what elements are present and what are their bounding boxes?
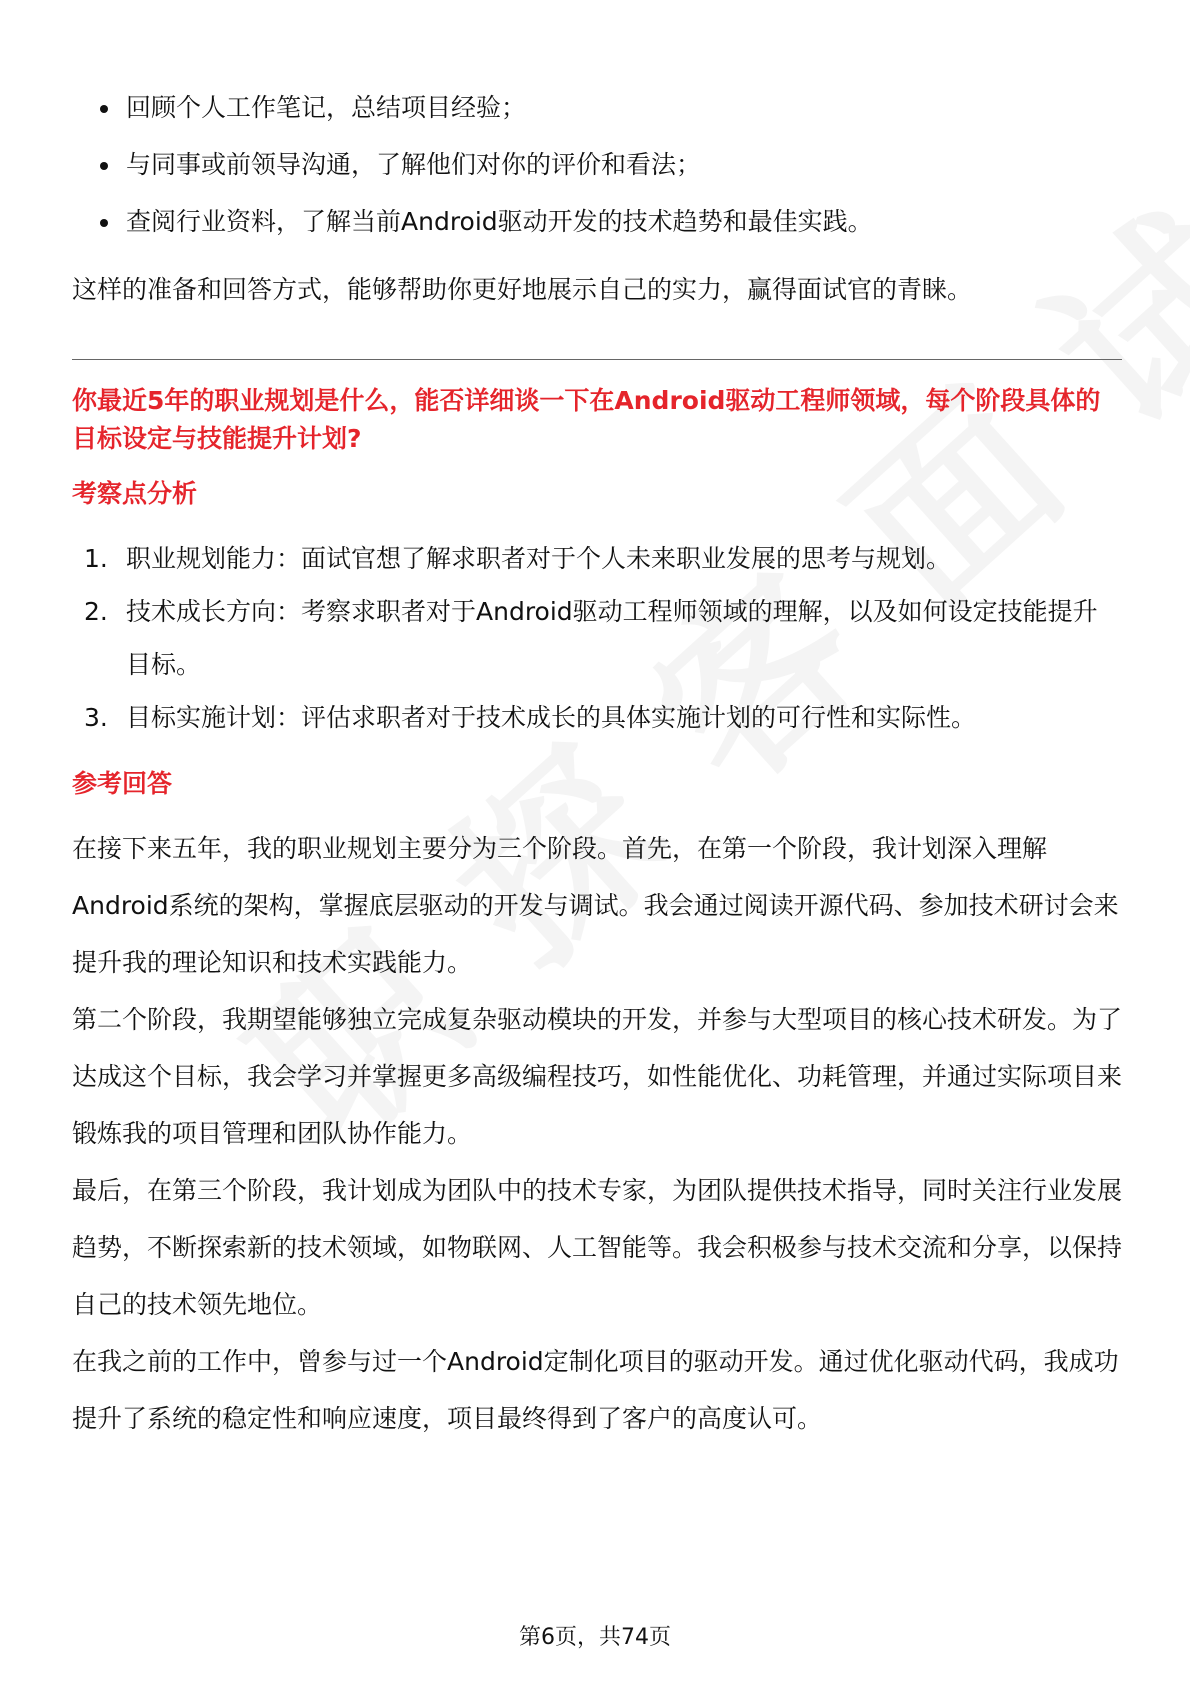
section-divider	[72, 359, 1122, 360]
list-item: 与同事或前领导沟通，了解他们对你的评价和看法；	[72, 147, 1122, 183]
closing-paragraph: 这样的准备和回答方式，能够帮助你更好地展示自己的实力，赢得面试官的青睐。	[72, 275, 973, 304]
answer-paragraph-1: 在接下来五年，我的职业规划主要分为三个阶段。首先，在第一个阶段，我计划深入理解Android系统的架构，掌握底层驱动的开发与调试。我会通过阅读开源代码、参加技术研讨会来提升我的理论知识和技术实践能力。	[72, 834, 1119, 977]
question-heading: 你最近5年的职业规划是什么，能否详细谈一下在Android驱动工程师领域，每个阶段具体的目标设定与技能提升计划?	[72, 386, 1101, 453]
list-item: 1. 职业规划能力：面试官想了解求职者对于个人未来职业发展的思考与规划。	[84, 544, 952, 573]
bullet-dot-icon	[100, 162, 108, 170]
answer-paragraph-3: 最后，在第三个阶段，我计划成为团队中的技术专家，为团队提供技术指导，同时关注行业发展趋势，不断探索新的技术领域，如物联网、人工智能等。我会积极参与技术交流和分享，以保持自己的技术领先地位。	[72, 1176, 1123, 1319]
page-number: 第6页，共74页	[519, 1625, 671, 1650]
page-content	[72, 90, 1122, 1447]
intro-bullet-list	[72, 90, 1122, 240]
list-item: 回顾个人工作笔记，总结项目经验；	[72, 90, 1122, 126]
list-item: 查阅行业资料，了解当前Android驱动开发的技术趋势和最佳实践。	[72, 204, 1122, 240]
answer-paragraph-4: 在我之前的工作中，曾参与过一个Android定制化项目的驱动开发。通过优化驱动代码，我成功提升了系统的稳定性和响应速度，项目最终得到了客户的高度认可。	[72, 1347, 1119, 1433]
answer-paragraph-2: 第二个阶段，我期望能够独立完成复杂驱动模块的开发，并参与大型项目的核心技术研发。为了达成这个目标，我会学习并掌握更多高级编程技巧，如性能优化、功耗管理，并通过实际项目来锻炼我的项目管理和团队协作能力。	[72, 1005, 1123, 1148]
bullet-dot-icon	[100, 105, 108, 113]
analysis-list	[72, 532, 1122, 744]
analysis-heading: 考察点分析	[72, 479, 198, 508]
list-item: 3. 目标实施计划：评估求职者对于技术成长的具体实施计划的可行性和实际性。	[84, 703, 977, 732]
bullet-dot-icon	[100, 219, 108, 227]
answer-heading: 参考回答	[72, 769, 173, 798]
list-item: 2. 技术成长方向：考察求职者对于Android驱动工程师领域的理解，以及如何设定技能提升目标。	[84, 597, 1098, 679]
